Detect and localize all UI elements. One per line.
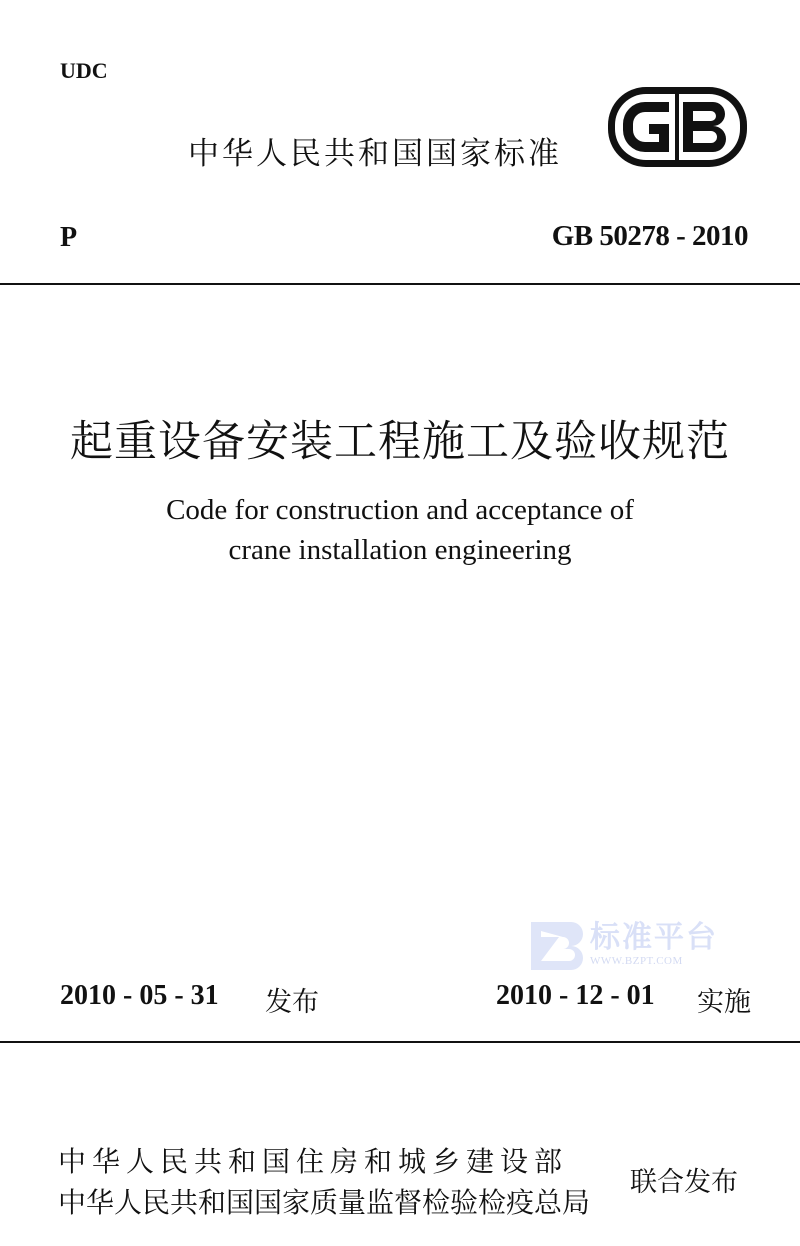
bottom-divider: [0, 1041, 800, 1043]
publish-label: 发布: [265, 987, 319, 1018]
joint-publish-label: 联合发布: [630, 1167, 738, 1198]
classification-code: P: [60, 222, 78, 253]
udc-label: UDC: [60, 58, 108, 83]
top-divider: [0, 283, 800, 285]
issuer-ministry-housing: 中华人民共和国住房和城乡建设部: [58, 1145, 569, 1178]
bz-logo-icon: [527, 918, 587, 974]
watermark-url: WWW.BZPT.COM: [590, 955, 683, 967]
watermark-text: 标准平台: [590, 921, 718, 954]
gb-logo-icon: [605, 84, 750, 170]
english-title-line-2: crane installation engineering: [228, 534, 572, 566]
issuer-aqsiq: 中华人民共和国国家质量监督检验检疫总局: [58, 1186, 591, 1219]
effective-label: 实施: [697, 987, 751, 1018]
effective-date: 2010 - 12 - 01: [496, 980, 655, 1011]
standard-number: GB 50278 - 2010: [551, 220, 748, 252]
document-title-english: [0, 490, 800, 570]
english-title-line-1: Code for construction and acceptance of: [166, 494, 634, 526]
standard-type: 中华人民共和国国家标准: [188, 136, 562, 172]
publish-date: 2010 - 05 - 31: [60, 980, 219, 1011]
document-title-chinese: 起重设备安装工程施工及验收规范: [70, 419, 730, 466]
